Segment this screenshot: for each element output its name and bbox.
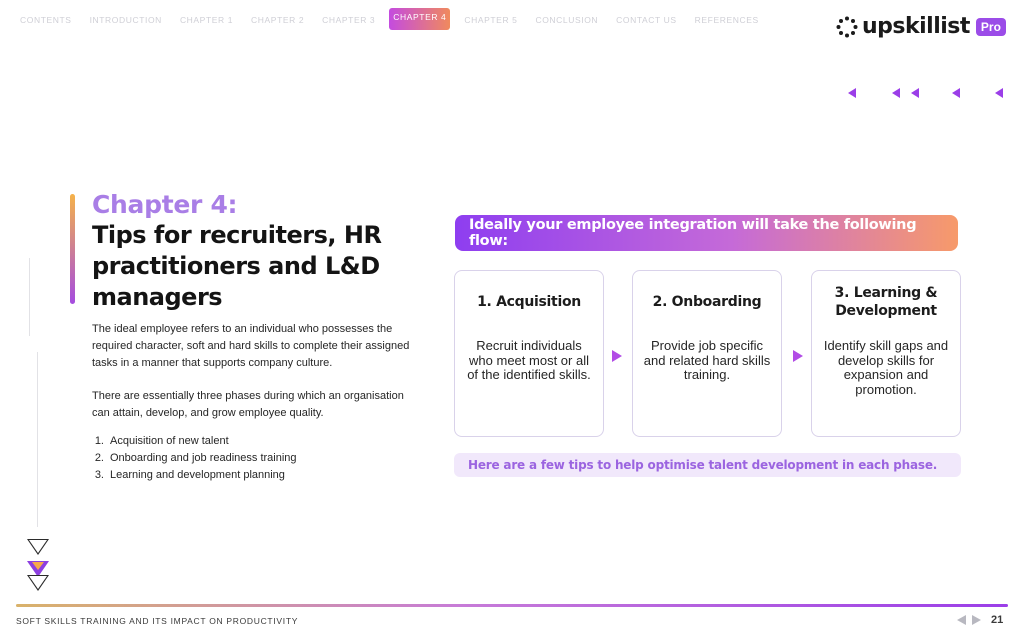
pro-badge: Pro bbox=[976, 18, 1006, 36]
page-title: Tips for recruiters, HR practitioners and L&D managers bbox=[92, 221, 382, 311]
logo-mark-icon bbox=[836, 16, 858, 38]
card-body: Provide job specific and related hard skills training. bbox=[643, 338, 771, 382]
nav-item-chapter-3[interactable]: CHAPTER 3 bbox=[322, 15, 376, 25]
flow-card-onboarding bbox=[632, 270, 782, 437]
list-item: 3. Learning and development planning bbox=[94, 469, 285, 481]
nav-item-introduction[interactable]: INTRODUCTION bbox=[89, 15, 162, 25]
chapter-label: Chapter 4: bbox=[92, 190, 238, 219]
nav-item-chapter-5[interactable]: CHAPTER 5 bbox=[464, 15, 518, 25]
divider-line bbox=[29, 258, 30, 336]
flow-card-learning-development bbox=[811, 270, 961, 437]
phases-paragraph: There are essentially three phases during which an organisation can attain, develop, and grow employee quality. bbox=[92, 390, 404, 419]
arrow-left-icon bbox=[892, 88, 900, 98]
flow-card-acquisition bbox=[454, 270, 604, 437]
card-body: Recruit individuals who meet most or all of the identified skills. bbox=[467, 338, 591, 382]
footer-title: SOFT SKILLS TRAINING AND ITS IMPACT ON PRODUCTIVITY bbox=[16, 616, 299, 626]
nav-item-references[interactable]: REFERENCES bbox=[694, 15, 759, 25]
card-title: 2. Onboarding bbox=[652, 294, 762, 310]
arrow-left-icon bbox=[911, 88, 919, 98]
card-body: Identify skill gaps and develop skills for expansion and promotion. bbox=[823, 338, 949, 397]
arrow-left-icon bbox=[848, 88, 856, 98]
phases-list bbox=[92, 433, 297, 484]
logo-wordmark: upskillist bbox=[862, 14, 970, 39]
list-item: 2. Onboarding and job readiness training bbox=[94, 452, 297, 464]
nav-item-contact-us[interactable]: CONTACT US bbox=[616, 15, 677, 25]
divider-line bbox=[37, 352, 38, 527]
page-navigation bbox=[957, 614, 1003, 626]
decorative-arrow-markers bbox=[848, 88, 1008, 100]
accent-bar bbox=[70, 194, 75, 304]
tips-banner: Here are a few tips to help optimise talent development in each phase. bbox=[454, 453, 961, 477]
nav-item-contents[interactable]: CONTENTS bbox=[20, 15, 72, 25]
flow-banner: Ideally your employee integration will take the following flow: bbox=[455, 215, 958, 251]
triangle-outline-icon[interactable] bbox=[27, 575, 49, 591]
next-page-icon[interactable] bbox=[972, 615, 981, 625]
previous-page-icon[interactable] bbox=[957, 615, 966, 625]
nav-item-chapter-2[interactable]: CHAPTER 2 bbox=[251, 15, 305, 25]
nav-item-conclusion[interactable]: CONCLUSION bbox=[535, 15, 599, 25]
nav-item-chapter-1[interactable]: CHAPTER 1 bbox=[179, 15, 234, 25]
arrow-left-icon bbox=[952, 88, 960, 98]
list-item: 1. Acquisition of new talent bbox=[94, 435, 229, 447]
arrow-left-icon bbox=[995, 88, 1003, 98]
flow-arrow-icon bbox=[612, 350, 622, 362]
section-nav bbox=[27, 539, 49, 595]
card-title: 1. Acquisition bbox=[477, 294, 581, 310]
triangle-outline-icon[interactable] bbox=[27, 539, 49, 555]
nav-item-chapter-4[interactable]: CHAPTER 4 bbox=[389, 8, 450, 30]
flow-arrow-icon bbox=[793, 350, 803, 362]
page-number: 21 bbox=[991, 614, 1004, 626]
card-title: 3. Learning & Development bbox=[834, 285, 938, 319]
footer-divider bbox=[16, 604, 1008, 607]
chapter-nav bbox=[16, 10, 773, 30]
upskillist-logo[interactable] bbox=[836, 14, 1006, 39]
intro-paragraph: The ideal employee refers to an individual who possesses the required character, soft and hard skills to complete their assigned tasks in a manner that supports company culture. bbox=[92, 323, 410, 369]
